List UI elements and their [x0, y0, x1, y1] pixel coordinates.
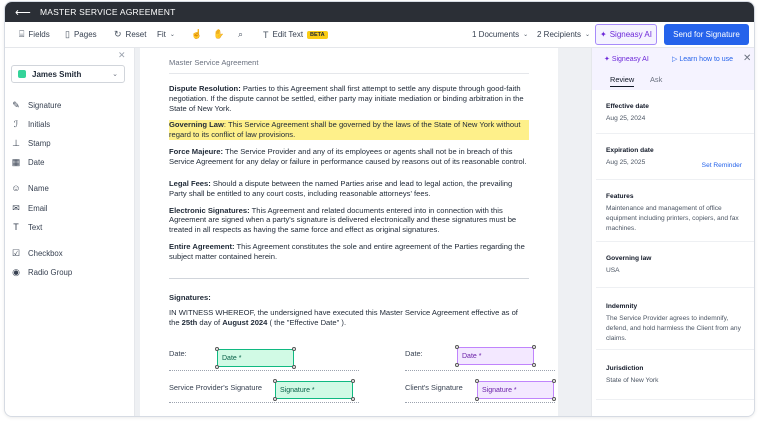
learn-text: Learn how to use [679, 56, 734, 63]
set-reminder-link[interactable]: Set Reminder [701, 162, 742, 170]
card-title: Governing law [606, 255, 652, 262]
clause-dispute: Dispute Resolution: Parties to this Agreement shall first attempt to settle any dispute through good-faith negotiation. If the dispute cannot be settled, either party may initiate mediation or binding arbitration in the State of New York. [169, 83, 524, 113]
field-text[interactable] [11, 222, 42, 232]
card-effective-date [596, 94, 754, 134]
checkbox-icon: ☑ [11, 248, 21, 258]
hand-pointer-icon[interactable]: ☝ [191, 29, 203, 39]
field-name[interactable] [11, 183, 49, 193]
client-signature-label: Client's Signature [405, 383, 463, 392]
title-bar [5, 2, 754, 22]
resize-handle[interactable] [292, 347, 296, 351]
field-label: Signature [28, 101, 62, 110]
toolbar [5, 22, 754, 48]
text-icon: T [13, 222, 19, 232]
witness-statement: IN WITNESS WHEREOF, the undersigned have executed this Master Service Agreement effective as of the 25th day of August 2024 ( the "Effective Date" ). [169, 307, 518, 327]
pen-icon: ✎ [12, 100, 20, 110]
field-placeholder: Signature * [280, 386, 315, 394]
signeasy-ai-button[interactable] [595, 24, 657, 45]
fit-dropdown[interactable] [157, 30, 175, 39]
date-field-client[interactable] [457, 347, 534, 365]
fit-label: Fit [157, 30, 166, 39]
resize-handle[interactable] [215, 347, 219, 351]
card-value: Aug 25, 2025 [606, 158, 646, 166]
ai-panel-header [592, 48, 755, 90]
resize-handle[interactable] [532, 345, 536, 349]
arrow-left-icon[interactable]: ⟵ [15, 6, 31, 19]
recipients-dropdown[interactable] [537, 30, 590, 39]
card-title: Features [606, 193, 634, 200]
field-label: Initials [28, 120, 51, 129]
field-initials[interactable] [11, 119, 50, 130]
clause-force-majeure: Force Majeure: The Service Provider and any of its employees or agents shall not be in breach of this Service Agreement for any delay or failure in performance caused by reasons out of its reasonable control. [169, 147, 527, 167]
field-label: Date [28, 158, 45, 167]
field-date[interactable] [11, 157, 44, 168]
card-value: Aug 25, 2024 [606, 114, 646, 122]
signature-field-provider[interactable] [275, 381, 353, 399]
field-label: Checkbox [28, 249, 63, 258]
mail-icon: ✉ [12, 203, 20, 213]
field-label: Name [28, 183, 49, 193]
pages-button[interactable] [65, 29, 97, 40]
card-indemnity [596, 294, 754, 350]
date-field-provider[interactable] [217, 349, 294, 367]
card-title: Expiration date [606, 147, 654, 154]
app-window [4, 1, 755, 417]
provider-signature-label: Service Provider's Signature [169, 383, 263, 392]
text-cursor-icon: T [263, 29, 269, 40]
reset-icon: ↻ [114, 29, 122, 39]
fields-sidebar [5, 48, 135, 417]
signer-name: James Smith [32, 69, 82, 79]
calendar-icon: ▦ [11, 157, 21, 167]
page-header: Master Service Agreement [169, 58, 529, 74]
reset-button[interactable] [114, 29, 146, 40]
hand-icon[interactable]: ✋ [213, 29, 225, 39]
search-icon[interactable]: ⌕ [238, 29, 244, 39]
stamp-icon: ⊥ [12, 138, 20, 148]
divider [169, 278, 529, 279]
close-icon[interactable]: ✕ [743, 53, 752, 64]
clause-governing-law[interactable]: Governing Law: This Service Agreement shall be governed by the laws of the State of New York without regard to its conflict of law provisions. [169, 120, 529, 140]
field-placeholder: Date * [222, 354, 242, 362]
resize-handle[interactable] [552, 397, 556, 401]
edit-text-button[interactable] [263, 30, 328, 40]
resize-handle[interactable] [552, 379, 556, 383]
date-label-provider: Date: [169, 349, 187, 358]
card-jurisdiction [596, 356, 754, 400]
signeasy-ai-label: Signeasy AI [609, 30, 652, 39]
documents-label: 1 Documents [472, 30, 520, 39]
card-title: Effective date [606, 103, 649, 110]
signature-line [169, 402, 359, 403]
chevron-down-icon: ⌄ [169, 32, 175, 38]
card-value: State of New York [606, 376, 659, 384]
resize-handle[interactable] [532, 363, 536, 367]
close-icon[interactable]: ✕ [118, 50, 126, 60]
field-stamp[interactable] [11, 138, 51, 149]
resize-handle[interactable] [351, 397, 355, 401]
sparkle-icon: ✦ [604, 56, 612, 63]
fields-label: Fields [28, 30, 50, 39]
resize-handle[interactable] [475, 397, 479, 401]
card-title: Jurisdiction [606, 365, 644, 372]
card-value: The Service Provider agrees to indemnify, defend, and hold harmless the Client from any claims. [606, 314, 741, 342]
chevron-down-icon: ⌄ [112, 71, 118, 78]
signature-field-client[interactable] [477, 381, 554, 399]
document-viewer[interactable] [135, 48, 591, 417]
tab-review[interactable]: Review [610, 75, 634, 87]
signature-line [405, 370, 555, 371]
clause-entire-agreement: Entire Agreement: This Agreement constitutes the sole and entire agreement of the Parties regarding the subject matter contained herein. [169, 242, 525, 262]
learn-how-link[interactable] [672, 55, 733, 63]
clause-legal-fees: Legal Fees: Should a dispute between the named Parties arise and lead to legal action, the prevailing Party shall be entitled to any court costs, including reasonable attorneys' fees. [169, 178, 513, 198]
signatures-heading: Signatures: [169, 292, 211, 302]
page-icon: ▯ [65, 29, 70, 39]
documents-dropdown[interactable] [472, 30, 528, 39]
signature-line [405, 402, 555, 403]
play-icon: ▷ [672, 56, 680, 63]
date-label-client: Date: [405, 349, 423, 358]
pages-label: Pages [73, 30, 97, 39]
beta-badge: BETA [307, 31, 328, 39]
field-placeholder: Date * [462, 352, 482, 360]
resize-handle[interactable] [273, 397, 277, 401]
card-features [596, 184, 754, 242]
card-value: USA [606, 266, 620, 274]
resize-handle[interactable] [455, 345, 459, 349]
resize-handle[interactable] [351, 379, 355, 383]
person-icon: ☺ [11, 183, 21, 193]
initials-icon: ℐ [13, 119, 19, 129]
card-title: Indemnity [606, 303, 638, 310]
edit-text-label: Edit Text [272, 30, 304, 39]
resize-handle[interactable] [292, 365, 296, 369]
send-for-signature-button[interactable]: Send for Signature [664, 24, 749, 45]
resize-handle[interactable] [475, 379, 479, 383]
field-label: Email [28, 204, 48, 213]
card-value: Maintenance and management of office equipment including printers, copiers, and fax machines. [606, 204, 739, 232]
sparkle-icon: ✦ [600, 30, 607, 39]
ai-panel-title [604, 55, 649, 63]
ai-title-text: Signeasy AI [611, 56, 649, 63]
resize-handle[interactable] [215, 365, 219, 369]
signature-line [169, 370, 359, 371]
signer-select[interactable] [11, 65, 125, 83]
field-checkbox[interactable] [11, 248, 63, 259]
fields-icon: ⌸ [19, 29, 25, 39]
radio-icon: ◉ [12, 267, 20, 277]
card-expiration-date [596, 138, 754, 180]
field-email[interactable] [11, 203, 48, 214]
field-label: Stamp [28, 139, 51, 148]
resize-handle[interactable] [455, 363, 459, 367]
card-governing-law [596, 246, 754, 288]
document-title: MASTER SERVICE AGREEMENT [39, 7, 176, 17]
field-label: Text [28, 222, 43, 232]
reset-label: Reset [125, 30, 147, 39]
field-label: Radio Group [28, 268, 73, 277]
recipients-label: 2 Recipients [537, 30, 582, 39]
clause-electronic-signatures: Electronic Signatures: This Agreement and related documents entered into in connection with this Agreement are signed when a party's signature is delivered electronically and these signatures must be treated in all respects as having the same force and effect as original signatures. [169, 205, 517, 235]
resize-handle[interactable] [273, 379, 277, 383]
field-radio-group[interactable] [11, 267, 72, 278]
tab-ask[interactable]: Ask [650, 75, 663, 84]
chevron-down-icon: ⌄ [585, 32, 591, 38]
ai-review-panel [591, 48, 755, 417]
signer-color-swatch [18, 70, 26, 78]
field-signature[interactable] [11, 100, 61, 111]
field-placeholder: Signature * [482, 386, 517, 394]
chevron-down-icon: ⌄ [523, 32, 529, 38]
fields-button[interactable] [19, 29, 50, 40]
